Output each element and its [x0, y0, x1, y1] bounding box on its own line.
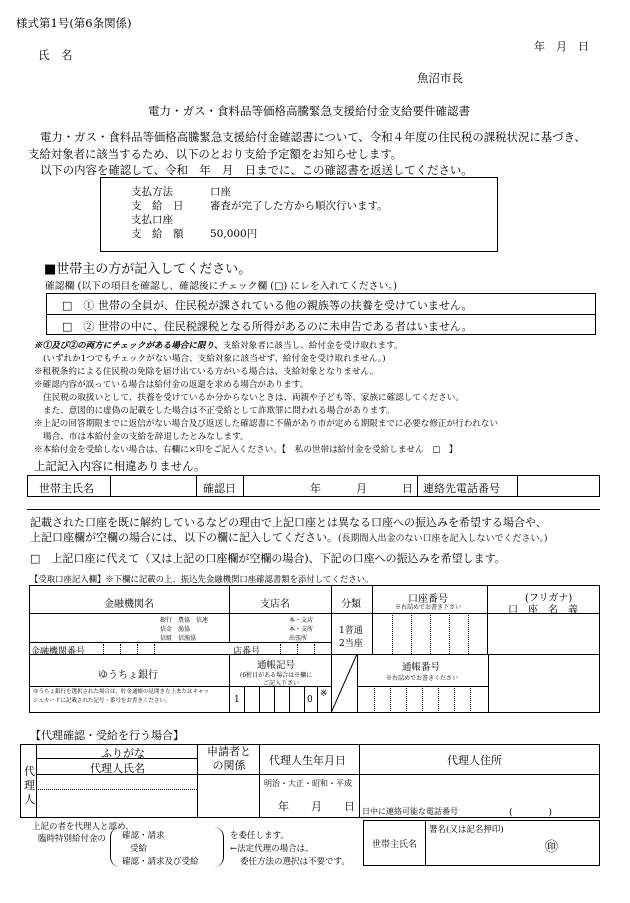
entrust-line-1: を委任します。	[230, 831, 289, 841]
householder-name-field[interactable]	[115, 478, 193, 495]
delegate-line-1: 上記の者を代理人と認め、	[32, 822, 134, 832]
acct-dot-5	[468, 613, 469, 654]
seal-note: 署名(又は記名押印)	[429, 825, 504, 835]
sig-divider-1	[110, 475, 111, 497]
payment-account-label: 支払口座	[131, 214, 173, 226]
intro-line-1: 電力・ガス・食料品等価格高騰緊急支援給付金確認書について、令和４年度の住民税の課税状況に基づき、	[40, 130, 586, 144]
confirm-month: 月	[356, 482, 367, 495]
bank-col-divider-3	[372, 585, 373, 654]
pb-dot-2	[390, 686, 391, 713]
proxy-birth-label: 代理人生年月日	[269, 754, 346, 767]
branch-code-dot-2	[297, 644, 298, 654]
sym-box-1	[244, 686, 245, 713]
head-signature-field[interactable]	[429, 836, 539, 862]
yucho-note-1: ゆうちょ銀行を選択された場合は、貯金通帳の見開き左上またはキャッ	[33, 689, 210, 695]
col-holder: 口 座 名 義	[508, 605, 578, 616]
bank-code-dot-1	[103, 644, 104, 654]
proxy-relation-field[interactable]	[201, 778, 256, 814]
sym-box-3	[274, 686, 275, 713]
document-title: 電力・ガス・食料品等価格高騰緊急支援給付金支給要件確認書	[148, 104, 470, 118]
payment-date-value: 審査が完了した方から順次行います。	[210, 200, 388, 212]
proxy-side-3: 人	[24, 793, 35, 806]
bank-code-label: 金融機関番号	[31, 647, 86, 657]
proxy-side-1: 代	[24, 765, 35, 778]
proxy-name-label: 代理人氏名	[90, 762, 145, 775]
proxy-divider-2	[259, 744, 260, 818]
date-placeholder: 年 月 日	[534, 40, 589, 53]
branch-types-3: 出張所	[289, 635, 308, 642]
passbook-symbol-note-2: ご記入下さい	[263, 680, 300, 687]
proxy-divider-1	[197, 744, 198, 818]
proxy-side-2: 理	[24, 779, 35, 792]
sym-box-4	[289, 686, 290, 713]
acct-dot-1	[392, 613, 393, 654]
yucho-top-line	[29, 654, 600, 655]
note-3: ※租税条約による住民税の免除を届け出ている方がいる場合は、支給対象となりません。	[34, 367, 379, 377]
bank-caption: 【受取口座記入欄】※下欄に記載の上、振込先金融機関口座確認書類を添付してください。	[30, 574, 374, 584]
sym-box-6	[317, 686, 318, 713]
proxy-address-field[interactable]	[363, 778, 597, 802]
seal-mark: ㊞	[545, 840, 559, 855]
passbook-number-label: 通帳番号	[402, 662, 441, 673]
pb-dot-1	[374, 686, 375, 713]
acct-dot-3	[430, 613, 431, 654]
passbook-symbol-note-1: (6桁目がある場合は※欄に	[240, 672, 313, 679]
delegate-opt-3[interactable]: 確認・請求及び受給	[122, 857, 199, 867]
sig-divider-2	[196, 475, 197, 497]
proxy-eras[interactable]: 明治・大正・昭和・平成	[264, 779, 352, 788]
payment-amount-label: 支 給 額	[131, 228, 184, 240]
note-5: 住民税の取扱いとして、扶養を受けているか分からないときは、両親や子ども等、家族に確認してください。	[43, 393, 464, 403]
note-1-text: 支給対象者に該当し、給付金を受け取れます。	[222, 341, 403, 351]
bank-code-dot-4	[154, 644, 155, 654]
pb-dot-5	[438, 686, 439, 713]
note-6: また、意図的に虚偽の記載をした場合は不正受給として詐欺罪に問われる場合があります。	[43, 406, 395, 416]
type-current[interactable]: 2当座	[339, 639, 363, 649]
householder-name-label: 世帯主氏名	[39, 482, 94, 495]
phone-field[interactable]	[519, 478, 597, 495]
intro-line-2: 支給対象者に該当するため、以下のとおり支給予定額をお知らせします。	[28, 147, 403, 161]
col-account-note: ※右詰めでお書き下さい	[395, 604, 462, 611]
branch-code-dot-3	[314, 644, 315, 654]
pb-dot-7	[470, 686, 471, 713]
delegate-opt-2[interactable]: 受給	[130, 844, 148, 854]
passbook-asterisk: ※	[320, 689, 328, 699]
check-item-2[interactable]: □ ② 世帯の中に、住民税課税となる所得があるのに未申告である者はいません。	[62, 320, 473, 333]
entrust-line-2: ←法定代理の場合は、	[230, 844, 314, 854]
transfer-option[interactable]: □ 上記口座に代えて（又は上記の口座欄が空欄の場合)、下記の口座への振込みを希望します。	[30, 552, 506, 565]
payment-method-value: 口座	[210, 186, 231, 198]
proxy-furigana-label: ふりがな	[101, 747, 145, 760]
sig-divider-5	[517, 475, 518, 497]
sym-box-2	[259, 686, 260, 713]
sym-box-5	[304, 686, 305, 713]
check-divider	[46, 314, 596, 315]
acct-dot-2	[411, 613, 412, 654]
note-4: ※確認内容が誤っている場合は給付金の返還を求める場合があります。	[34, 380, 309, 390]
yucho-label: ゆうちょ銀行	[98, 670, 158, 681]
proxy-phone-label: 日中に連絡可能な電話番号	[362, 807, 458, 816]
bank-types-1: 銀行 農協 信連	[160, 617, 209, 624]
col-branch: 支店名	[260, 599, 290, 610]
bank-code-line	[29, 642, 331, 643]
col-type: 分類	[341, 599, 361, 610]
pb-dot-4	[422, 686, 423, 713]
note-2: (いずれか1つでもチェックがない場合、支給対象に該当せず、給付金を受け取れません。)	[43, 354, 386, 364]
passbook-symbol-label: 通帳記号	[257, 660, 296, 671]
note-9: ※本給付金を受給しない場合は、右欄に×印をご記入ください。【 私の世帯は給付金を受給しません □ 】	[34, 445, 458, 455]
yucho-note-2: シュカードに記載された記号・番号をお書きください。	[33, 698, 171, 704]
diagonal-slash	[331, 654, 357, 713]
bank-types-2: 信金 漁協	[160, 626, 191, 633]
branch-types-1: 本・支店	[289, 617, 314, 624]
col-account-number: 口座番号	[408, 594, 448, 605]
householder-heading: ■世帯主の方が記入してください。	[44, 262, 252, 277]
pb-dot-6	[454, 686, 455, 713]
name-label: 氏 名	[38, 48, 73, 62]
passbook-number-note: ※右詰めでお書きください	[386, 675, 459, 682]
proxy-divider-3	[359, 744, 360, 818]
head-signature-divider	[425, 820, 426, 866]
passbook-divider-right	[488, 654, 489, 713]
branch-code-dot-1	[280, 644, 281, 654]
branch-code-label: 店番号	[233, 647, 261, 657]
bank-types-3: 信組 信漁協	[160, 635, 197, 642]
sig-divider-4	[417, 475, 418, 497]
type-ordinary[interactable]: 1普通	[339, 626, 363, 636]
payment-amount-value: 50,000円	[210, 228, 258, 240]
agree-statement: 上記記入内容に相違ありません。	[34, 459, 206, 473]
passbook-divider	[357, 654, 358, 713]
note-1-bold: ※①及び②の両方にチェックがある場合に限り、	[34, 341, 223, 351]
pb-dot-3	[406, 686, 407, 713]
check-instruction: 確認欄 (以下の項目を確認し、確認後にチェック欄 (□) にレを入れてください。)	[45, 281, 397, 292]
entrust-line-3: 委任方法の選択は不要です。	[240, 857, 350, 867]
transfer-line-2	[30, 529, 548, 545]
proxy-address-label: 代理人住所	[447, 754, 502, 767]
acct-dot-4	[449, 613, 450, 654]
yucho-divider-1	[229, 654, 230, 713]
confirm-day: 日	[402, 482, 413, 495]
head-name-label: 世帯主氏名	[372, 840, 418, 850]
bank-code-dot-2	[120, 644, 121, 654]
bank-col-divider-1	[229, 585, 230, 642]
phone-label: 連絡先電話番号	[423, 482, 500, 495]
passbook-digit-0: 0	[307, 695, 313, 705]
proxy-birth-ymd: 年 月 日	[278, 800, 355, 813]
branch-types-2: 本・支所	[289, 626, 314, 633]
proxy-name-field[interactable]	[40, 778, 194, 814]
form-number: 様式第1号(第6条関係)	[16, 16, 132, 30]
transfer-line-1: 記載された口座を既に解約しているなどの理由で上記口座とは異なる口座への振込みを希望する場合や、	[30, 516, 547, 529]
note-1	[34, 339, 403, 351]
proxy-phone-paren: ( )	[509, 808, 553, 818]
note-7: ※上記の回答期限までに返信がない場合及び返送した確認書に不備があり市が定める期限までに必要な修正が行われない	[34, 419, 499, 429]
delegate-opt-1[interactable]: 確認・請求	[122, 831, 165, 841]
bank-col-divider-4	[487, 585, 488, 654]
note-8: 場合、市は本給付金の支給を辞退したとみなします。	[43, 432, 249, 442]
payment-method-label: 支払方法	[131, 186, 173, 198]
proxy-heading: 【代理確認・受給を行う場合】	[30, 729, 184, 742]
intro-line-3: 以下の内容を確認して、令和 年 月 日までに、この確認書を返送してください。	[40, 163, 473, 177]
passbook-digit-1: 1	[234, 695, 240, 705]
check-item-1[interactable]: □ ① 世帯の全員が、住民税が課されている他の親族等の扶養を受けていません。	[62, 299, 473, 312]
payment-date-label: 支 給 日	[131, 200, 184, 212]
confirm-year: 年	[310, 482, 321, 495]
transfer-line-2-text: 上記口座欄が空欄の場合には、以下の欄に記入してください。	[30, 531, 338, 544]
bank-code-dot-3	[137, 644, 138, 654]
col-bank-name: 金融機関名	[104, 599, 154, 610]
transfer-line-2-small: (長期間入出金のない口座を記入しないでください。)	[338, 534, 548, 544]
delegate-line-2: 臨時特別給付金の	[38, 834, 107, 844]
sig-divider-3	[243, 475, 244, 497]
section-separator	[27, 509, 600, 510]
proxy-side-divider	[36, 744, 37, 818]
confirm-date-label: 確認日	[203, 482, 236, 495]
mayor-label: 魚沼市長	[417, 71, 463, 85]
proxy-relation-label: 申請者との関係	[207, 745, 251, 772]
col-kana: (フリガナ)	[525, 593, 573, 604]
